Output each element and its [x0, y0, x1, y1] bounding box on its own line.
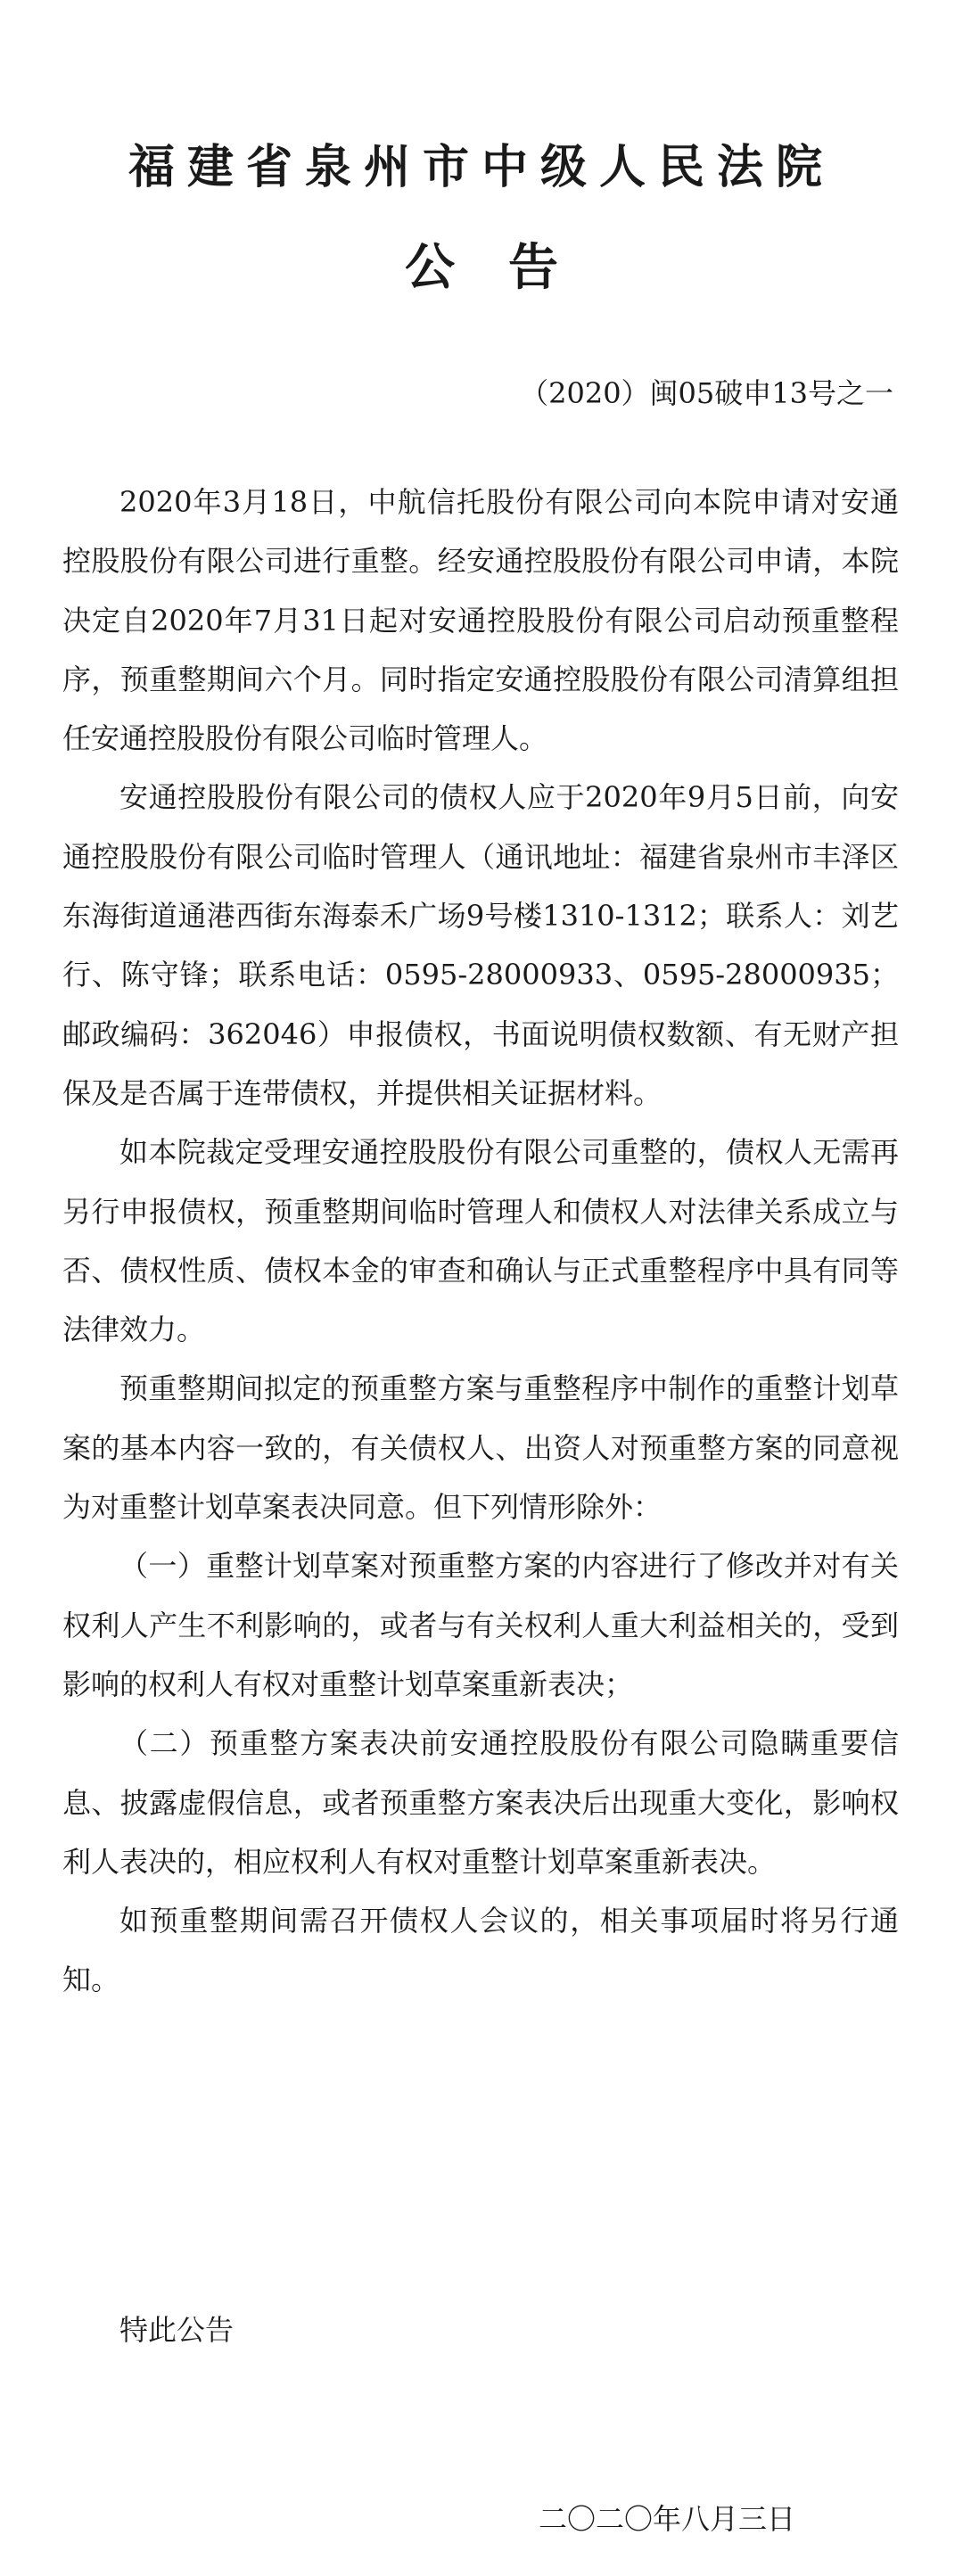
court-name: 福建省泉州市中级人民法院: [128, 140, 835, 194]
body-paragraph: 预重整期间拟定的预重整方案与重整程序中制作的重整计划草案的基本内容一致的，有关债权人、出资人对预重整方案的同意视为对重整计划草案表决同意。但下列情形除外：: [62, 1371, 899, 1525]
body-paragraph: （二）预重整方案表决前安通控股股份有限公司隐瞒重要信息、披露虚假信息，或者预重整方案表决后出现重大变化，影响权利人表决的，相应权利人有权对重整计划草案重新表决。: [62, 1726, 899, 1879]
body-paragraph: 如本院裁定受理安通控股股份有限公司重整的，债权人无需再另行申报债权，预重整期间临时管理人和债权人对法律关系成立与否、债权性质、债权本金的审查和确认与正式重整程序中具有同等法律效力。: [62, 1135, 899, 1347]
announcement-body: [62, 473, 899, 2010]
body-paragraph: 安通控股股份有限公司的债权人应于2020年9月5日前，向安通控股股份有限公司临时管理人（通讯地址：福建省泉州市丰泽区东海街道通港西街东海泰禾广场9号楼1310-1312；联系人：刘艺行、陈守锋；联系电话：0595-28000933、0595-28000935；邮政编码：362046）申报债权，书面说明债权数额、有无财产担保及是否属于连带债权，并提供相关证据材料。: [62, 780, 899, 1110]
issue-date: 二〇二〇年八月三日: [538, 2502, 795, 2536]
closing-statement: 特此公告: [119, 2313, 235, 2347]
body-paragraph: 如预重整期间需召开债权人会议的，相关事项届时将另行通知。: [62, 1904, 899, 1997]
case-number: （2020）闽05破申13号之一: [520, 376, 893, 410]
body-paragraph: 2020年3月18日，中航信托股份有限公司向本院申请对安通控股股份有限公司进行重整。经安通控股股份有限公司申请，本院决定自2020年7月31日起对安通控股股份有限公司启动预重整程序，预重整期间六个月。同时指定安通控股股份有限公司清算组担任安通控股股份有限公司临时管理人。: [62, 485, 899, 756]
body-paragraph: （一）重整计划草案对预重整方案的内容进行了修改并对有关权利人产生不利影响的，或者与有关权利人重大利益相关的，受到影响的权利人有权对重整计划草案重新表决；: [62, 1549, 899, 1701]
document-type-title: 公告: [405, 238, 612, 297]
